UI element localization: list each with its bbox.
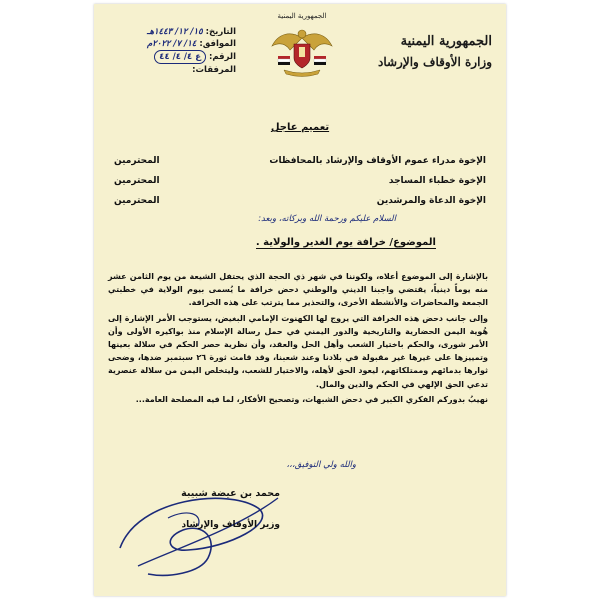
letter-meta bbox=[106, 26, 236, 76]
national-emblem bbox=[270, 12, 334, 84]
date-greg-value: ١٤/ ٧/ ٢٠٢٢م bbox=[146, 39, 197, 49]
letterhead-right bbox=[362, 34, 492, 69]
eagle-emblem-icon bbox=[270, 20, 334, 80]
addressee-honorific: المحترمين bbox=[114, 156, 160, 166]
subject-line: الموضوع/ خرافة يوم الغدير والولاية . bbox=[255, 237, 436, 248]
signatory-name: محمد بن عيضة شبيبة bbox=[181, 488, 280, 499]
addressee-name: الإخوة مدراء عموم الأوقاف والإرشاد بالمحافظات bbox=[269, 156, 486, 166]
document-title: تعميم عاجل bbox=[270, 122, 330, 133]
body-paragraph: وإلى جانب دحض هذه الخرافة التي يروج لها الكهنوت الإمامي البغيض، يستوجب الأمر الإشارة إلى هُوية اليمن الحضارية والتاريخية والدور اليمني في حمل رسالة الإسلام منذ بواكيره الأولى وأن الأمر شورى، والحكم باختيار الشعب وأهل الحل والعقد، وأن نظرية حصر الحكم في سلالة بعينها وتمييزها على غيرها غير مقبولة في بلادنا وعند شعبنا، وقد قامت ثورة ٢٦ سبتمبر ضدها، وضحى ثوارها بدمائهم وممتلكاتهم، ليعود الحق لأهله، والاختيار للشعب، وليتخلص اليمن من سلالة عنصرية تدعي الحق الإلهي في الحكم والدين والمال. bbox=[108, 313, 488, 389]
ref-number: ع ٤/ ٤/ ٤٤ bbox=[154, 50, 206, 64]
closing-line: والله ولي التوفيق،،، bbox=[286, 460, 356, 470]
signatory-title: وزير الأوقاف والإرشاد bbox=[181, 520, 280, 530]
addressee-row bbox=[114, 196, 486, 206]
date-greg-label: الموافق: bbox=[199, 39, 236, 49]
country-name: الجمهورية اليمنية bbox=[400, 34, 492, 49]
ref-label: الرقم: bbox=[208, 52, 236, 62]
attachments-label: المرفقات: bbox=[192, 65, 236, 75]
body-paragraph: بالإشارة إلى الموضوع أعلاه، ولكوننا في شهر ذي الحجة الذي يحتفل الشيعة من يوم الثامن عشر منه يوماً دينياً، يقتضي واجبنا الديني والوطني دحض خرافة ما يُسمى بيوم الولاية في خطبتي الجمعة والمحاضرات والأنشطة الأخرى، والتحذير مما يترتب على هذه الخرافة. bbox=[108, 272, 488, 308]
letter-sheet bbox=[94, 4, 506, 596]
greeting: السلام عليكم ورحمة الله وبركاته، وبعد: bbox=[258, 214, 396, 224]
body-paragraph: نهيبُ بدوركم الفكري الكبير في دحض الشبهات، وتصحيح الأفكار، لما فيه المصلحة العامة... bbox=[135, 394, 488, 404]
addressee-honorific: المحترمين bbox=[114, 176, 160, 186]
letter-body bbox=[108, 270, 488, 408]
addressee-honorific: المحترمين bbox=[114, 196, 160, 206]
date-hijri-value: ١٥/ ١٢/ ١٤٤٣هـ bbox=[146, 27, 203, 37]
addressee-name: الإخوة خطباء المساجد bbox=[388, 176, 486, 186]
ministry-name: وزارة الأوقاف والإرشاد bbox=[378, 55, 492, 69]
addressee-row bbox=[114, 156, 486, 166]
addressee-row bbox=[114, 176, 486, 186]
date-hijri-label: التاريخ: bbox=[205, 27, 236, 37]
emblem-motto: الجمهورية اليمنية bbox=[277, 12, 327, 20]
signature-block bbox=[108, 478, 288, 588]
addressee-name: الإخوة الدعاة والمرشدين bbox=[376, 196, 486, 206]
